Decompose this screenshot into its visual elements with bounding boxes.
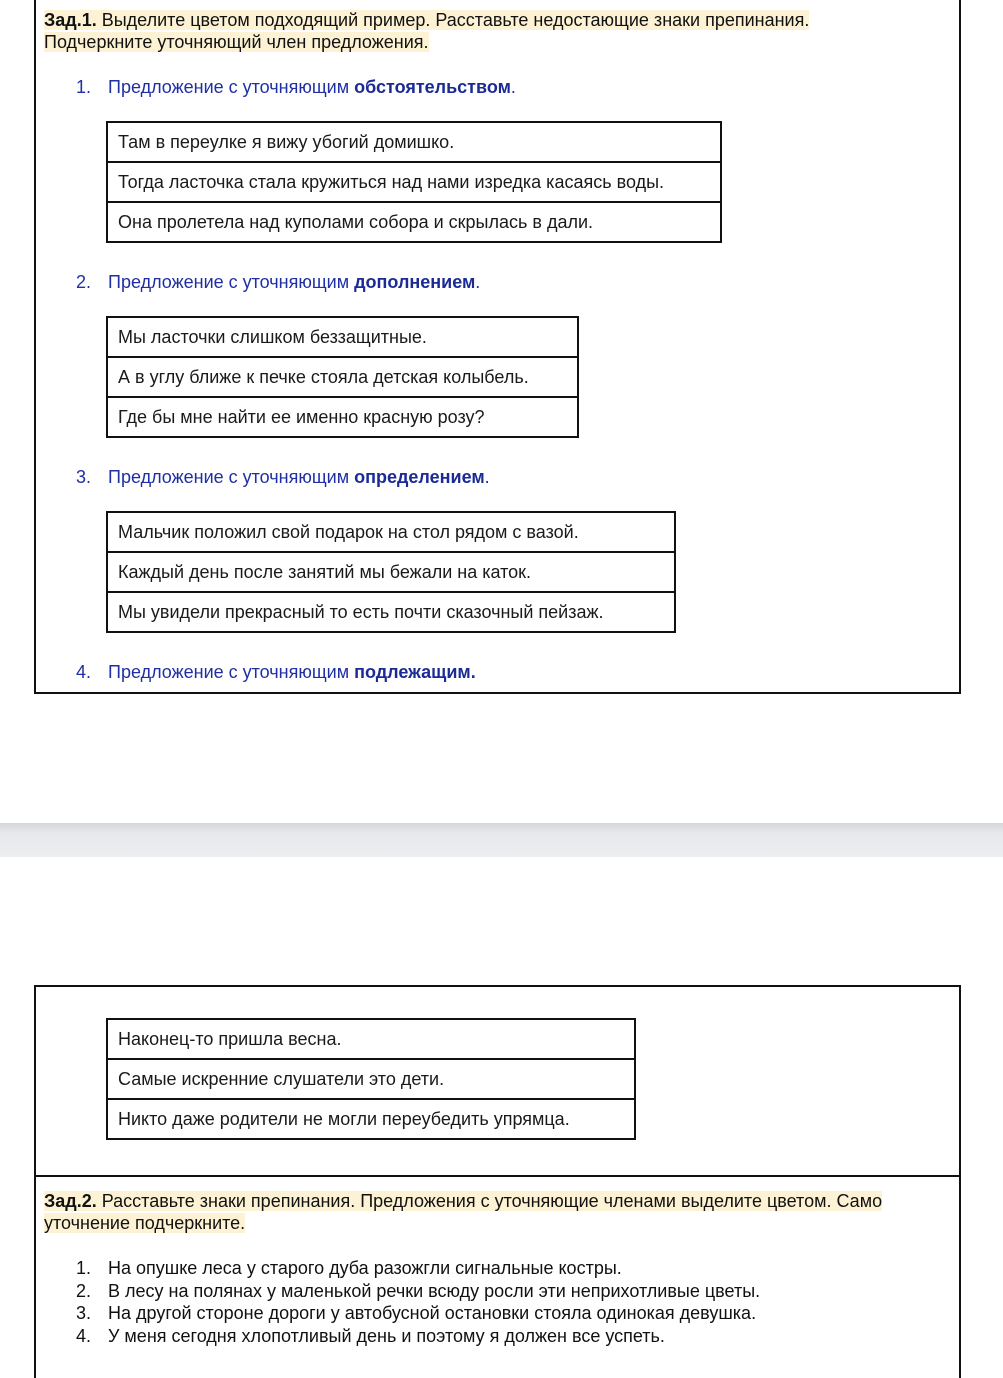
option-cell[interactable]: Мы ласточки слишком беззащитные. [107, 317, 578, 357]
list-item[interactable] [76, 1325, 760, 1348]
question-number: 1. [76, 77, 92, 97]
option-cell[interactable]: Наконец-то пришла весна. [107, 1019, 635, 1059]
table-row [107, 202, 721, 242]
task1-text-line2: Подчеркните уточняющий член предложения. [44, 32, 429, 52]
task1-text: Выделите цветом подходящий пример. Расставьте недостающие знаки препинания. [96, 10, 810, 30]
question-term: обстоятельством [354, 77, 511, 97]
question-suffix: . [484, 467, 490, 487]
item-number: 2. [76, 1280, 92, 1301]
question-2-heading [76, 272, 480, 293]
question-1-heading [76, 77, 516, 98]
task2-text-line2: уточнение подчеркните. [44, 1213, 246, 1233]
question-prefix: Предложение с уточняющим [108, 662, 355, 682]
item-text: В лесу на полянах у маленькой речки всюду росли эти неприхотливые цветы. [108, 1280, 761, 1301]
question-number: 2. [76, 272, 92, 292]
question-2-options-table [106, 316, 579, 438]
question-number: 4. [76, 662, 92, 682]
task2-sentence-list [76, 1257, 760, 1347]
question-suffix: . [475, 272, 481, 292]
option-cell[interactable]: Каждый день после занятий мы бежали на каток. [107, 552, 675, 592]
task1-label: Зад.1. [44, 10, 97, 30]
question-term: определением [354, 467, 485, 487]
table-row [107, 512, 675, 552]
item-text: У меня сегодня хлопотливый день и поэтому я должен все успеть. [108, 1325, 665, 1346]
task2-label: Зад.2. [44, 1191, 97, 1211]
table-row [107, 317, 578, 357]
question-prefix: Предложение с уточняющим [108, 77, 355, 97]
question-3-options-table [106, 511, 676, 633]
item-text: На опушке леса у старого дуба разожгли сигнальные костры. [108, 1258, 622, 1278]
list-item[interactable] [76, 1302, 760, 1325]
page-separator [0, 823, 1003, 857]
task1-instructions [44, 9, 954, 53]
table-row [107, 1099, 635, 1139]
question-number: 3. [76, 467, 92, 487]
section-divider [34, 1175, 961, 1177]
table-row [107, 357, 578, 397]
option-cell[interactable]: Самые искренние слушатели это дети. [107, 1059, 635, 1099]
question-4-options-table [106, 1018, 636, 1140]
table-row [107, 162, 721, 202]
item-number: 4. [76, 1325, 92, 1346]
option-cell[interactable]: Она пролетела над куполами собора и скрылась в дали. [107, 202, 721, 242]
item-number: 1. [76, 1258, 92, 1278]
option-cell[interactable]: Где бы мне найти ее именно красную розу? [107, 397, 578, 437]
list-item[interactable] [76, 1257, 760, 1280]
table-row [107, 397, 578, 437]
question-4-heading [76, 662, 476, 683]
option-cell[interactable]: Никто даже родители не могли переубедить упрямца. [107, 1099, 635, 1139]
question-term: дополнением [354, 272, 476, 292]
option-cell[interactable]: Мы увидели прекрасный то есть почти сказочный пейзаж. [107, 592, 675, 632]
question-suffix: . [510, 77, 516, 97]
table-row [107, 552, 675, 592]
option-cell[interactable]: Мальчик положил свой подарок на стол рядом с вазой. [107, 512, 675, 552]
table-row [107, 592, 675, 632]
option-cell[interactable]: Там в переулке я вижу убогий домишко. [107, 122, 721, 162]
option-cell[interactable]: А в углу ближе к печке стояла детская колыбель. [107, 357, 578, 397]
question-prefix: Предложение с уточняющим [108, 467, 355, 487]
table-row [107, 122, 721, 162]
task2-instructions [44, 1190, 954, 1234]
task2-text: Расставьте знаки препинания. Предложения с уточняющие членами выделите цветом. Само [96, 1191, 883, 1211]
question-1-options-table [106, 121, 722, 243]
list-item[interactable] [76, 1280, 760, 1303]
question-prefix: Предложение с уточняющим [108, 272, 355, 292]
question-3-heading [76, 467, 490, 488]
question-term: подлежащим. [354, 662, 476, 682]
table-row [107, 1059, 635, 1099]
item-text: На другой стороне дороги у автобусной остановки стояла одинокая девушка. [108, 1303, 757, 1323]
table-row [107, 1019, 635, 1059]
option-cell[interactable]: Тогда ласточка стала кружиться над нами изредка касаясь воды. [107, 162, 721, 202]
item-number: 3. [76, 1303, 92, 1323]
